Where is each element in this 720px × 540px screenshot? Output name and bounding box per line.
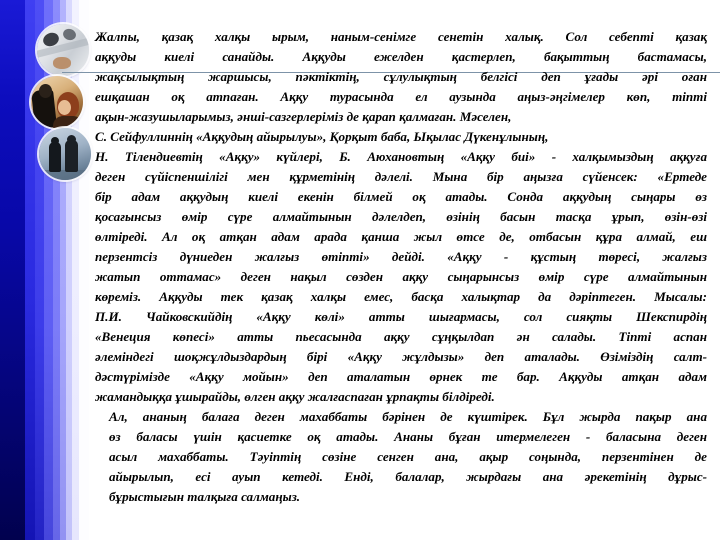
text-line: перзентсіз дүниеден жалғыз өтіпті» дейді. «Аққу - құстың төресі, жалғыз	[95, 249, 707, 264]
paragraph-2	[95, 407, 707, 507]
photo-thumb-2	[31, 76, 83, 128]
text-line: өлтіреді. Ал оқ атқан адам арада қанша жыл өтсе де, отбасын құра алмай, еш	[95, 229, 707, 244]
paragraph-1	[95, 27, 707, 407]
text-line: Н. Тілендиевтің «Аққу» күйлері, Б. Аюхановтың «Аққу биі» - халқымыздың аққуға	[95, 149, 707, 164]
text-line: бұрыстығын талқыға салмаңыз.	[109, 489, 301, 504]
text-line: «Венеция көпесі» атты пьесасында аққу сұңқылдап ән салады. Тіпті аспан	[95, 329, 707, 344]
text-line: көреміз. Аққуды тек қазақ халқы емес, басқа халықтар да дәріптеген. Мысалы:	[95, 289, 707, 304]
text-line: қосағынсыз өмір сүре алмайтынын дәлелдеп, өзінің басын тасқа ұрып, өзін-өзі	[95, 209, 707, 224]
text-line: С. Сейфуллиннің «Аққудың айырылуы», Қорқыт баба, Ықылас Дүкенұлының,	[95, 129, 549, 144]
text-line: әлеміндегі шоқжұлдыздардың бірі «Аққу жұлдызы» деп аталады. Өзіміздің салт-	[95, 349, 707, 364]
text-line: ақын-жазушыларымыз, әнші-сазгерлеріміз де қарап қалмаған. Мәселен,	[95, 109, 512, 124]
text-line: дәстүрімізде «Аққу мойын» деп аталатын өрнек те бар. Аққуды атқан адам	[95, 369, 707, 384]
photo-thumb-1	[37, 24, 89, 76]
text-line: бір адам аққудың киелі екенін білмей оқ атады. Сонда аққудың сыңары өз	[95, 189, 707, 204]
text-line: П.И. Чайковскийдің «Аққу көлі» атты шығармасы, сол сияқты Шекспирдің	[95, 309, 707, 324]
text-line: өз баласы үшін қасиетке оқ атады. Ананы бұған итермелеген - баласына деген	[109, 429, 707, 444]
text-line: жамандыққа ұшырайды, өлген аққу жалғаспаған ұрпақты білдіреді.	[95, 389, 495, 404]
text-line: аққуды киелі санайды. Аққуды ежелден қастерлеп, бақыттың бастамасы,	[95, 49, 707, 64]
text-line: жатып оттамас» деген нақыл сөзден аққу сыңарынсыз өмір сүре алмайтынын	[95, 269, 707, 284]
photo-thumb-3	[39, 128, 91, 180]
text-line: ешқашан оқ атпаған. Аққу турасында ел аузында аңыз-әңгімелер көп, тіпті	[95, 89, 707, 104]
text-line: Жалпы, қазақ халқы ырым, наным-сенімге сенетін халық. Сол себепті қазақ	[95, 29, 707, 44]
text-line: асыл махаббаты. Тәуіптің сөзіне сенген ана, ақыр соңында, перзентінен де	[109, 449, 707, 464]
slide-body-text	[95, 27, 707, 507]
text-line: Ал, ананың балаға деген махаббаты бәрінен де күштірек. Бұл жырда пақыр ана	[109, 409, 707, 424]
text-line: деген сүйіспеншілігі мен құрметінің дәлелі. Мына бір аңызға сүйенсек: «Ертеде	[95, 169, 707, 184]
text-line: жақсылықтың жаршысы, пәктіктің, сұлулықтың белгісі деп ұғады әрі оған	[95, 69, 707, 84]
decor-band-main	[0, 0, 25, 540]
text-line: айырылып, есі ауып кетеді. Енді, балалар, жырдағы ана әрекетінің дұрыс-	[109, 469, 707, 484]
